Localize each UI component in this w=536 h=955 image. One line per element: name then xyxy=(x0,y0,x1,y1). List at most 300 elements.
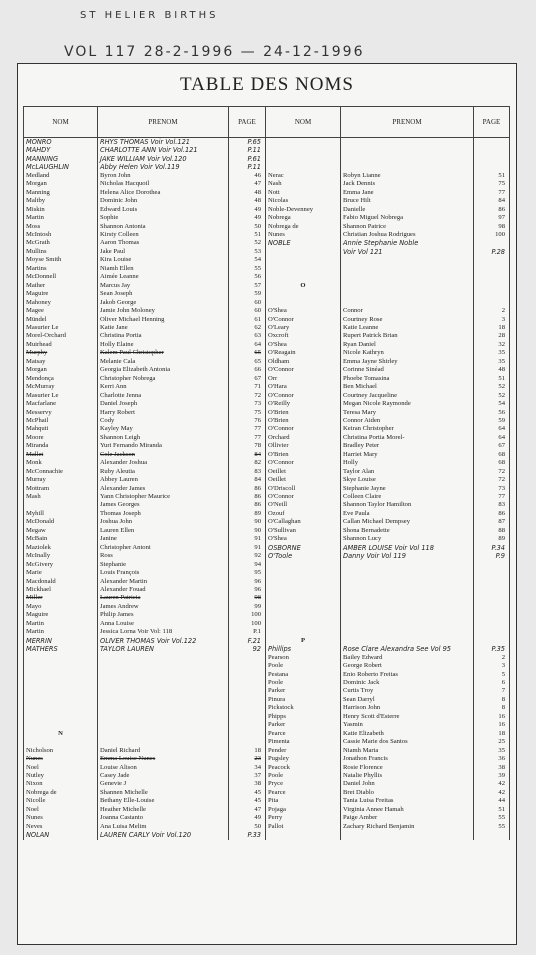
surname-left: Moss xyxy=(24,223,98,231)
surname-left: Mullins xyxy=(24,248,98,256)
given-names-left: Sophie xyxy=(98,214,229,222)
col-nom-right: NOM xyxy=(266,107,341,138)
surname-right: Parker xyxy=(266,687,341,695)
surname-right: O'Brien xyxy=(266,417,341,425)
given-names-right: Eve Paula xyxy=(341,510,474,518)
page-number-left: 95 xyxy=(229,569,266,577)
page-number-left: 46 xyxy=(229,172,266,180)
page-number-left: 86 xyxy=(229,493,266,501)
given-names-right: Skye Louise xyxy=(341,476,474,484)
surname-right xyxy=(266,578,341,586)
surname-right: Pojaga xyxy=(266,806,341,814)
surname-left: Magee xyxy=(24,307,98,315)
surname-left xyxy=(24,662,98,670)
given-names-left: Christina Portia xyxy=(98,332,229,340)
table-row xyxy=(24,493,510,501)
surname-right: Pinura xyxy=(266,696,341,704)
surname-left: Nutley xyxy=(24,772,98,780)
surname-right: Oeillet xyxy=(266,476,341,484)
page-number-left: 77 xyxy=(229,434,266,442)
table-row xyxy=(24,146,510,154)
page-number-left: 84 xyxy=(229,451,266,459)
table-row xyxy=(24,383,510,391)
table-row xyxy=(24,163,510,171)
given-names-left: Niamh Ellen xyxy=(98,265,229,273)
given-names-right: Robyn Lianne xyxy=(341,172,474,180)
table-row xyxy=(24,594,510,602)
table-row xyxy=(24,823,510,831)
surname-left: Monk xyxy=(24,459,98,467)
page-number-right: 55 xyxy=(474,823,510,831)
table-row xyxy=(24,806,510,814)
page-number-left: 60 xyxy=(229,307,266,315)
surname-left: Muirhead xyxy=(24,341,98,349)
page-number-right xyxy=(474,611,510,619)
given-names-right: Katie Leanne xyxy=(341,324,474,332)
given-names-right: Enio Roberto Freitas xyxy=(341,671,474,679)
surname-left: Martin xyxy=(24,628,98,636)
page-number-right: 8 xyxy=(474,696,510,704)
page-number-right xyxy=(474,155,510,163)
page-number-right: 55 xyxy=(474,814,510,822)
given-names-left: Aaron Thomas xyxy=(98,239,229,247)
given-names-right: Courtney Rose xyxy=(341,316,474,324)
table-row xyxy=(24,738,510,746)
surname-left: N xyxy=(24,730,98,738)
surname-left: Morgan xyxy=(24,180,98,188)
page-number-left: 91 xyxy=(229,535,266,543)
page-number-right: 28 xyxy=(474,332,510,340)
page-number-left: 48 xyxy=(229,197,266,205)
given-names-left xyxy=(98,679,229,687)
surname-left: Noel xyxy=(24,764,98,772)
page-number-left: P.61 xyxy=(229,155,266,163)
given-names-left: Nicholas Hacquoil xyxy=(98,180,229,188)
table-row xyxy=(24,451,510,459)
surname-right xyxy=(266,628,341,636)
surname-right: Pallot xyxy=(266,823,341,831)
table-row xyxy=(24,527,510,535)
surname-right xyxy=(266,265,341,273)
given-names-left: Jake Paul xyxy=(98,248,229,256)
surname-right: Pearce xyxy=(266,730,341,738)
page-number-left: 49 xyxy=(229,214,266,222)
surname-right: NOBLE xyxy=(266,239,341,247)
given-names-right: Holly xyxy=(341,459,474,467)
surname-left: Myhill xyxy=(24,510,98,518)
page-number-right xyxy=(474,146,510,154)
given-names-right xyxy=(341,586,474,594)
given-names-left: Christopher Antoni xyxy=(98,544,229,552)
page-number-right: 64 xyxy=(474,425,510,433)
given-names-right: Harrison John xyxy=(341,704,474,712)
table-row xyxy=(24,518,510,526)
page-number-right: 54 xyxy=(474,400,510,408)
given-names-left xyxy=(98,687,229,695)
given-names-left: Shannon Antonia xyxy=(98,223,229,231)
surname-left: Martin xyxy=(24,214,98,222)
surname-right: O'Hara xyxy=(266,383,341,391)
page-number-right xyxy=(474,569,510,577)
given-names-left: Jamie John Moloney xyxy=(98,307,229,315)
given-names-right: Ryan Daniel xyxy=(341,341,474,349)
table-row xyxy=(24,248,510,256)
surname-left: Morgan xyxy=(24,366,98,374)
surname-left: Medland xyxy=(24,172,98,180)
given-names-right xyxy=(341,620,474,628)
page-number-right: 2 xyxy=(474,307,510,315)
surname-left: Morel-Orchard xyxy=(24,332,98,340)
page-number-left: 57 xyxy=(229,282,266,290)
given-names-right: Taylor Alan xyxy=(341,468,474,476)
surname-right: O'Brien xyxy=(266,451,341,459)
table-row xyxy=(24,764,510,772)
surname-left: Martin xyxy=(24,620,98,628)
given-names-right: Henry Scott d'Esterre xyxy=(341,713,474,721)
surname-left: McInally xyxy=(24,552,98,560)
given-names-right xyxy=(341,163,474,171)
given-names-left xyxy=(98,696,229,704)
page-number-right: 3 xyxy=(474,316,510,324)
table-row xyxy=(24,375,510,383)
surname-left: Moore xyxy=(24,434,98,442)
table-row xyxy=(24,671,510,679)
surname-right: Oldham xyxy=(266,358,341,366)
given-names-right: Rose Clare Alexandra See Vol 95 xyxy=(341,645,474,653)
page-number-left xyxy=(229,687,266,695)
page-number-left xyxy=(229,713,266,721)
given-names-left: Genevie J xyxy=(98,780,229,788)
given-names-right: Colleen Claire xyxy=(341,493,474,501)
page-number-right: 97 xyxy=(474,214,510,222)
given-names-left: Kayley May xyxy=(98,425,229,433)
page-number-right xyxy=(474,603,510,611)
table-row xyxy=(24,366,510,374)
page-number-left: 38 xyxy=(229,780,266,788)
surname-right: O'Driscoll xyxy=(266,485,341,493)
page-number-right xyxy=(474,594,510,602)
page-number-left: 23 xyxy=(229,755,266,763)
surname-left xyxy=(24,501,98,509)
given-names-left: Casey Jade xyxy=(98,772,229,780)
table-row xyxy=(24,687,510,695)
given-names-right: Jonathon Francis xyxy=(341,755,474,763)
page-number-right: 35 xyxy=(474,358,510,366)
given-names-left: Yann Christopher Maurice xyxy=(98,493,229,501)
surname-right: Pender xyxy=(266,747,341,755)
surname-left: NOLAN xyxy=(24,831,98,839)
page-number-left xyxy=(229,721,266,729)
given-names-right: Curtis Troy xyxy=(341,687,474,695)
page-number-left: 67 xyxy=(229,375,266,383)
names-table xyxy=(23,106,510,840)
page-number-right: 73 xyxy=(474,485,510,493)
page-number-right: 64 xyxy=(474,434,510,442)
given-names-right: Shannon Lucy xyxy=(341,535,474,543)
given-names-right: Voir Vol 121 xyxy=(341,248,474,256)
table-row xyxy=(24,172,510,180)
table-row xyxy=(24,755,510,763)
page-number-right: P.9 xyxy=(474,552,510,560)
surname-right: Pestana xyxy=(266,671,341,679)
given-names-right xyxy=(341,637,474,645)
table-row xyxy=(24,307,510,315)
page-number-left: 60 xyxy=(229,299,266,307)
page-number-right: 16 xyxy=(474,713,510,721)
given-names-right xyxy=(341,603,474,611)
given-names-left: Georgia Elizabeth Antonia xyxy=(98,366,229,374)
given-names-left xyxy=(98,730,229,738)
table-row xyxy=(24,189,510,197)
surname-left: MAHDY xyxy=(24,146,98,154)
given-names-right: Christina Portia Morel- xyxy=(341,434,474,442)
page-number-right: 88 xyxy=(474,527,510,535)
surname-left xyxy=(24,696,98,704)
page-number-right: 72 xyxy=(474,476,510,484)
given-names-right: Bailey Edward xyxy=(341,654,474,662)
page-number-left: 76 xyxy=(229,417,266,425)
page-number-right: 51 xyxy=(474,172,510,180)
given-names-right: Harriet Mary xyxy=(341,451,474,459)
surname-left: McLAUGHLIN xyxy=(24,163,98,171)
page-number-right xyxy=(474,628,510,636)
page-number-left xyxy=(229,696,266,704)
page-number-right: 68 xyxy=(474,451,510,459)
given-names-left xyxy=(98,654,229,662)
table-row xyxy=(24,425,510,433)
table-row xyxy=(24,239,510,247)
page-number-left: 86 xyxy=(229,485,266,493)
table-row xyxy=(24,442,510,450)
given-names-left: Daniel Richard xyxy=(98,747,229,755)
page-number-left: 72 xyxy=(229,392,266,400)
given-names-right: Shona Bernadette xyxy=(341,527,474,535)
table-row xyxy=(24,831,510,839)
table-row xyxy=(24,392,510,400)
table-row xyxy=(24,468,510,476)
page-number-left: 50 xyxy=(229,223,266,231)
surname-right: Phillips xyxy=(266,645,341,653)
page-number-right: 87 xyxy=(474,518,510,526)
surname-left: Murray xyxy=(24,476,98,484)
table-row xyxy=(24,501,510,509)
surname-right xyxy=(266,611,341,619)
surname-right xyxy=(266,155,341,163)
given-names-left xyxy=(98,713,229,721)
given-names-left: Cody xyxy=(98,417,229,425)
page-number-right: 35 xyxy=(474,747,510,755)
surname-right xyxy=(266,248,341,256)
surname-right: Pickstock xyxy=(266,704,341,712)
page-number-left: 64 xyxy=(229,341,266,349)
given-names-right xyxy=(341,138,474,147)
page-number-left: P.1 xyxy=(229,628,266,636)
surname-right: Orchard xyxy=(266,434,341,442)
surname-left: McBain xyxy=(24,535,98,543)
given-names-left: Aimée Leanne xyxy=(98,273,229,281)
given-names-right: Callan Michael Dempsey xyxy=(341,518,474,526)
table-row xyxy=(24,654,510,662)
surname-left: Matsay xyxy=(24,358,98,366)
surname-left xyxy=(24,713,98,721)
given-names-left: Katie Jane xyxy=(98,324,229,332)
page-number-right: 86 xyxy=(474,510,510,518)
given-names-right: Paige Amber xyxy=(341,814,474,822)
table-row xyxy=(24,417,510,425)
given-names-right xyxy=(341,282,474,290)
table-row xyxy=(24,789,510,797)
surname-left: Mayo xyxy=(24,603,98,611)
page-number-left: 99 xyxy=(229,603,266,611)
page-number-right: 3 xyxy=(474,662,510,670)
given-names-left: Anna Louise xyxy=(98,620,229,628)
page-number-right: 42 xyxy=(474,780,510,788)
page-number-right xyxy=(474,831,510,839)
given-names-left: Kira Louise xyxy=(98,256,229,264)
page-number-right: 68 xyxy=(474,459,510,467)
table-row xyxy=(24,206,510,214)
surname-right: Orr xyxy=(266,375,341,383)
table-row xyxy=(24,704,510,712)
given-names-right: Bradley Peter xyxy=(341,442,474,450)
given-names-left: Bethany Elle-Louise xyxy=(98,797,229,805)
page-number-left: P.65 xyxy=(229,138,266,147)
page-number-right xyxy=(474,163,510,171)
table-row xyxy=(24,578,510,586)
surname-right xyxy=(266,290,341,298)
table-row xyxy=(24,332,510,340)
table-row xyxy=(24,273,510,281)
given-names-left xyxy=(98,738,229,746)
given-names-right xyxy=(341,146,474,154)
given-names-right xyxy=(341,611,474,619)
table-row xyxy=(24,231,510,239)
page-number-left: 94 xyxy=(229,561,266,569)
table-row xyxy=(24,662,510,670)
given-names-left: Emma Louise Nunes xyxy=(98,755,229,763)
table-row xyxy=(24,679,510,687)
given-names-right: Cassie Marie dos Santos xyxy=(341,738,474,746)
surname-right xyxy=(266,594,341,602)
surname-right xyxy=(266,603,341,611)
surname-left: MONRO xyxy=(24,138,98,147)
surname-right: O'Shea xyxy=(266,535,341,543)
given-names-left: Cole Jackson xyxy=(98,451,229,459)
table-row xyxy=(24,197,510,205)
page-number-right: 77 xyxy=(474,189,510,197)
given-names-left: OLIVER THOMAS Voir Vol.122 xyxy=(98,637,229,645)
table-row xyxy=(24,138,510,147)
page-number-right: 36 xyxy=(474,755,510,763)
page-number-left: 78 xyxy=(229,442,266,450)
given-names-right: Bruce Hilt xyxy=(341,197,474,205)
page-number-left xyxy=(229,654,266,662)
table-row xyxy=(24,459,510,467)
page-number-right: 18 xyxy=(474,730,510,738)
page-number-left: 54 xyxy=(229,256,266,264)
surname-right: Nott xyxy=(266,189,341,197)
given-names-left: Daniel Joseph xyxy=(98,400,229,408)
surname-right xyxy=(266,138,341,147)
surname-left: Nixon xyxy=(24,780,98,788)
page-number-left: 61 xyxy=(229,316,266,324)
page-number-left: 62 xyxy=(229,324,266,332)
surname-left: McConnachie xyxy=(24,468,98,476)
given-names-right xyxy=(341,265,474,273)
surname-left: McDonnell xyxy=(24,273,98,281)
page-number-left: 65 xyxy=(229,358,266,366)
surname-right: O'Connor xyxy=(266,316,341,324)
table-row xyxy=(24,155,510,163)
table-row xyxy=(24,586,510,594)
page-number-right xyxy=(474,256,510,264)
surname-left xyxy=(24,679,98,687)
surname-left: Manning xyxy=(24,189,98,197)
given-names-right: Zachary Richard Benjamin xyxy=(341,823,474,831)
given-names-left: Stephanie xyxy=(98,561,229,569)
table-row xyxy=(24,544,510,552)
table-row xyxy=(24,180,510,188)
page-number-right: P.34 xyxy=(474,544,510,552)
page-number-right: 75 xyxy=(474,180,510,188)
surname-left: Maltby xyxy=(24,197,98,205)
given-names-left: TAYLOR LAUREN xyxy=(98,645,229,653)
given-names-right: AMBER LOUISE Voir Vol 118 xyxy=(341,544,474,552)
given-names-right: Danielle xyxy=(341,206,474,214)
given-names-left: CHARLOTTE ANN Voir Vol.121 xyxy=(98,146,229,154)
surname-left: Neves xyxy=(24,823,98,831)
page-number-left: 96 xyxy=(229,578,266,586)
page-number-left: 82 xyxy=(229,459,266,467)
page-number-right xyxy=(474,620,510,628)
given-names-right: George Robert xyxy=(341,662,474,670)
page-number-right: 35 xyxy=(474,349,510,357)
surname-right: OSBORNE xyxy=(266,544,341,552)
given-names-left: Charlotte Jenna xyxy=(98,392,229,400)
page-number-right: 98 xyxy=(474,223,510,231)
table-row xyxy=(24,645,510,653)
surname-left: McDonald xyxy=(24,518,98,526)
table-row xyxy=(24,400,510,408)
table-row xyxy=(24,434,510,442)
surname-right xyxy=(266,620,341,628)
given-names-right: Phoebe Tomasina xyxy=(341,375,474,383)
table-row xyxy=(24,730,510,738)
surname-right xyxy=(266,273,341,281)
page-number-left xyxy=(229,679,266,687)
surname-right: O'Leary xyxy=(266,324,341,332)
page-number-right xyxy=(474,637,510,645)
page-number-right xyxy=(474,290,510,298)
page-number-left: 50 xyxy=(229,823,266,831)
surname-right: O'Callaghan xyxy=(266,518,341,526)
page-number-left: 90 xyxy=(229,518,266,526)
page-number-left: 86 xyxy=(229,501,266,509)
given-names-left: Shannen Michelle xyxy=(98,789,229,797)
surname-left: Messervy xyxy=(24,409,98,417)
table-row xyxy=(24,603,510,611)
given-names-right xyxy=(341,299,474,307)
surname-left: Nunes xyxy=(24,814,98,822)
given-names-right xyxy=(341,831,474,839)
table-row xyxy=(24,223,510,231)
page-number-right: 100 xyxy=(474,231,510,239)
surname-left: Maguire xyxy=(24,611,98,619)
given-names-left: Kalem Paul Christopher xyxy=(98,349,229,357)
given-names-left: Kerri Ann xyxy=(98,383,229,391)
page-number-right: 67 xyxy=(474,442,510,450)
page-number-left: 49 xyxy=(229,206,266,214)
